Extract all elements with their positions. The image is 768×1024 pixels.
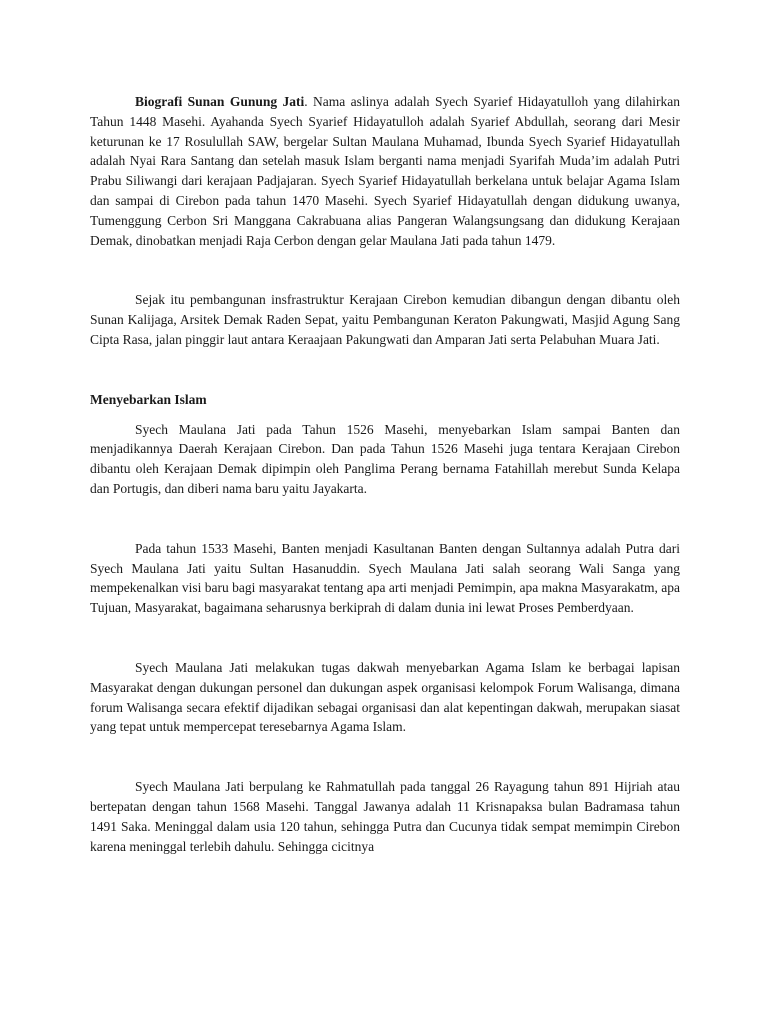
biography-title: Biografi Sunan Gunung Jati (135, 94, 305, 109)
section-heading: Menyebarkan Islam (90, 391, 207, 407)
paragraph-infrastructure: Sejak itu pembangunan insfrastruktur Kerajaan Cirebon kemudian dibangun dengan dibantu oleh Sunan Kalijaga, Arsitek Demak Raden Sepat, yaitu Pembangunan Keraton Pakungwati, Masjid Agung Sang Cipta Rasa, jalan pinggir laut antara Keraajaan Pakungwati dan Amparan Jati serta Pelabuhan Muara Jati. (90, 292, 680, 347)
paragraph-spreading-islam: Syech Maulana Jati pada Tahun 1526 Masehi, menyebarkan Islam sampai Banten dan menjadikannya Daerah Kerajaan Cirebon. Dan pada Tahun 1526 Masehi juga tentara Kerajaan Cirebon dibantu oleh Kerajaan Demak dipimpin oleh Panglima Perang bernama Fatahillah merebut Sunda Kelapa dan Portugis, dan diberi nama baru yaitu Jayakarta. (90, 421, 680, 496)
document-page (90, 92, 680, 856)
paragraph-banten-sultanate: Pada tahun 1533 Masehi, Banten menjadi Kasultanan Banten dengan Sultannya adalah Putra dari Syech Maulana Jati yaitu Sultan Hasanuddin. Syech Maulana Jati salah seorang Wali Sanga yang mempekenalkan visi baru bagi masyarakat tentang apa arti menjadi Pemimpin, apa makna Masyarakatm, apa Tujuan, Masyarakat, bagaimana seharusnya berkiprah di dalam dunia ini lewat Proses Pemberdyaan. (90, 540, 680, 616)
paragraph-intro-text: . Nama aslinya adalah Syech Syarief Hidayatulloh yang dilahirkan Tahun 1448 Masehi. Ayahanda Syech Syarief Hidayatulloh adalah Syarief Abdullah, seorang dari Mesir keturunan ke 17 Rosulullah SAW, bergelar Sultan Maulana Muhamad, Ibunda Syech Syarief Hidayatullah adalah Nyai Rara Santang dan setelah masuk Islam berganti nama menjadi Syarifah Muda’im adalah Putri Prabu Siliwangi dari kerajaan Padjajaran. Syech Syarief Hidayatullah berkelana untuk belajar Agama Islam dan sampai di Cirebon pada tahun 1470 Masehi. Syech Syarief Hidayatullah dengan didukung uwanya, Tumenggung Cerbon Sri Manggana Cakrabuana alias Pangeran Walangsungsang dan didukung Kerajaan Demak, dinobatkan menjadi Raja Cerbon dengan gelar Maulana Jati pada tahun 1479. (90, 94, 680, 248)
paragraph-intro (90, 92, 680, 250)
paragraph-dakwah: Syech Maulana Jati melakukan tugas dakwah menyebarkan Agama Islam ke berbagai lapisan Masyarakat dengan dukungan personel dan dukungan aspek organisasi kelompok Forum Walisanga, dimana forum Walisanga secara efektif dijadikan sebagai organisasi dan alat kepentingan dakwah, merupakan siasat yang tepat untuk mempercepat teresebarnya Agama Islam. (90, 659, 680, 735)
paragraph-death: Syech Maulana Jati berpulang ke Rahmatullah pada tanggal 26 Rayagung tahun 891 Hijriah atau bertepatan dengan tahun 1568 Masehi. Tanggal Jawanya adalah 11 Krisnapaksa bulan Badramasa tahun 1491 Saka. Meninggal dalam usia 120 tahun, sehingga Putra dan Cucunya tidak sempat memimpin Cirebon karena meninggal terlebih dahulu. Sehingga cicitnya (90, 779, 680, 854)
